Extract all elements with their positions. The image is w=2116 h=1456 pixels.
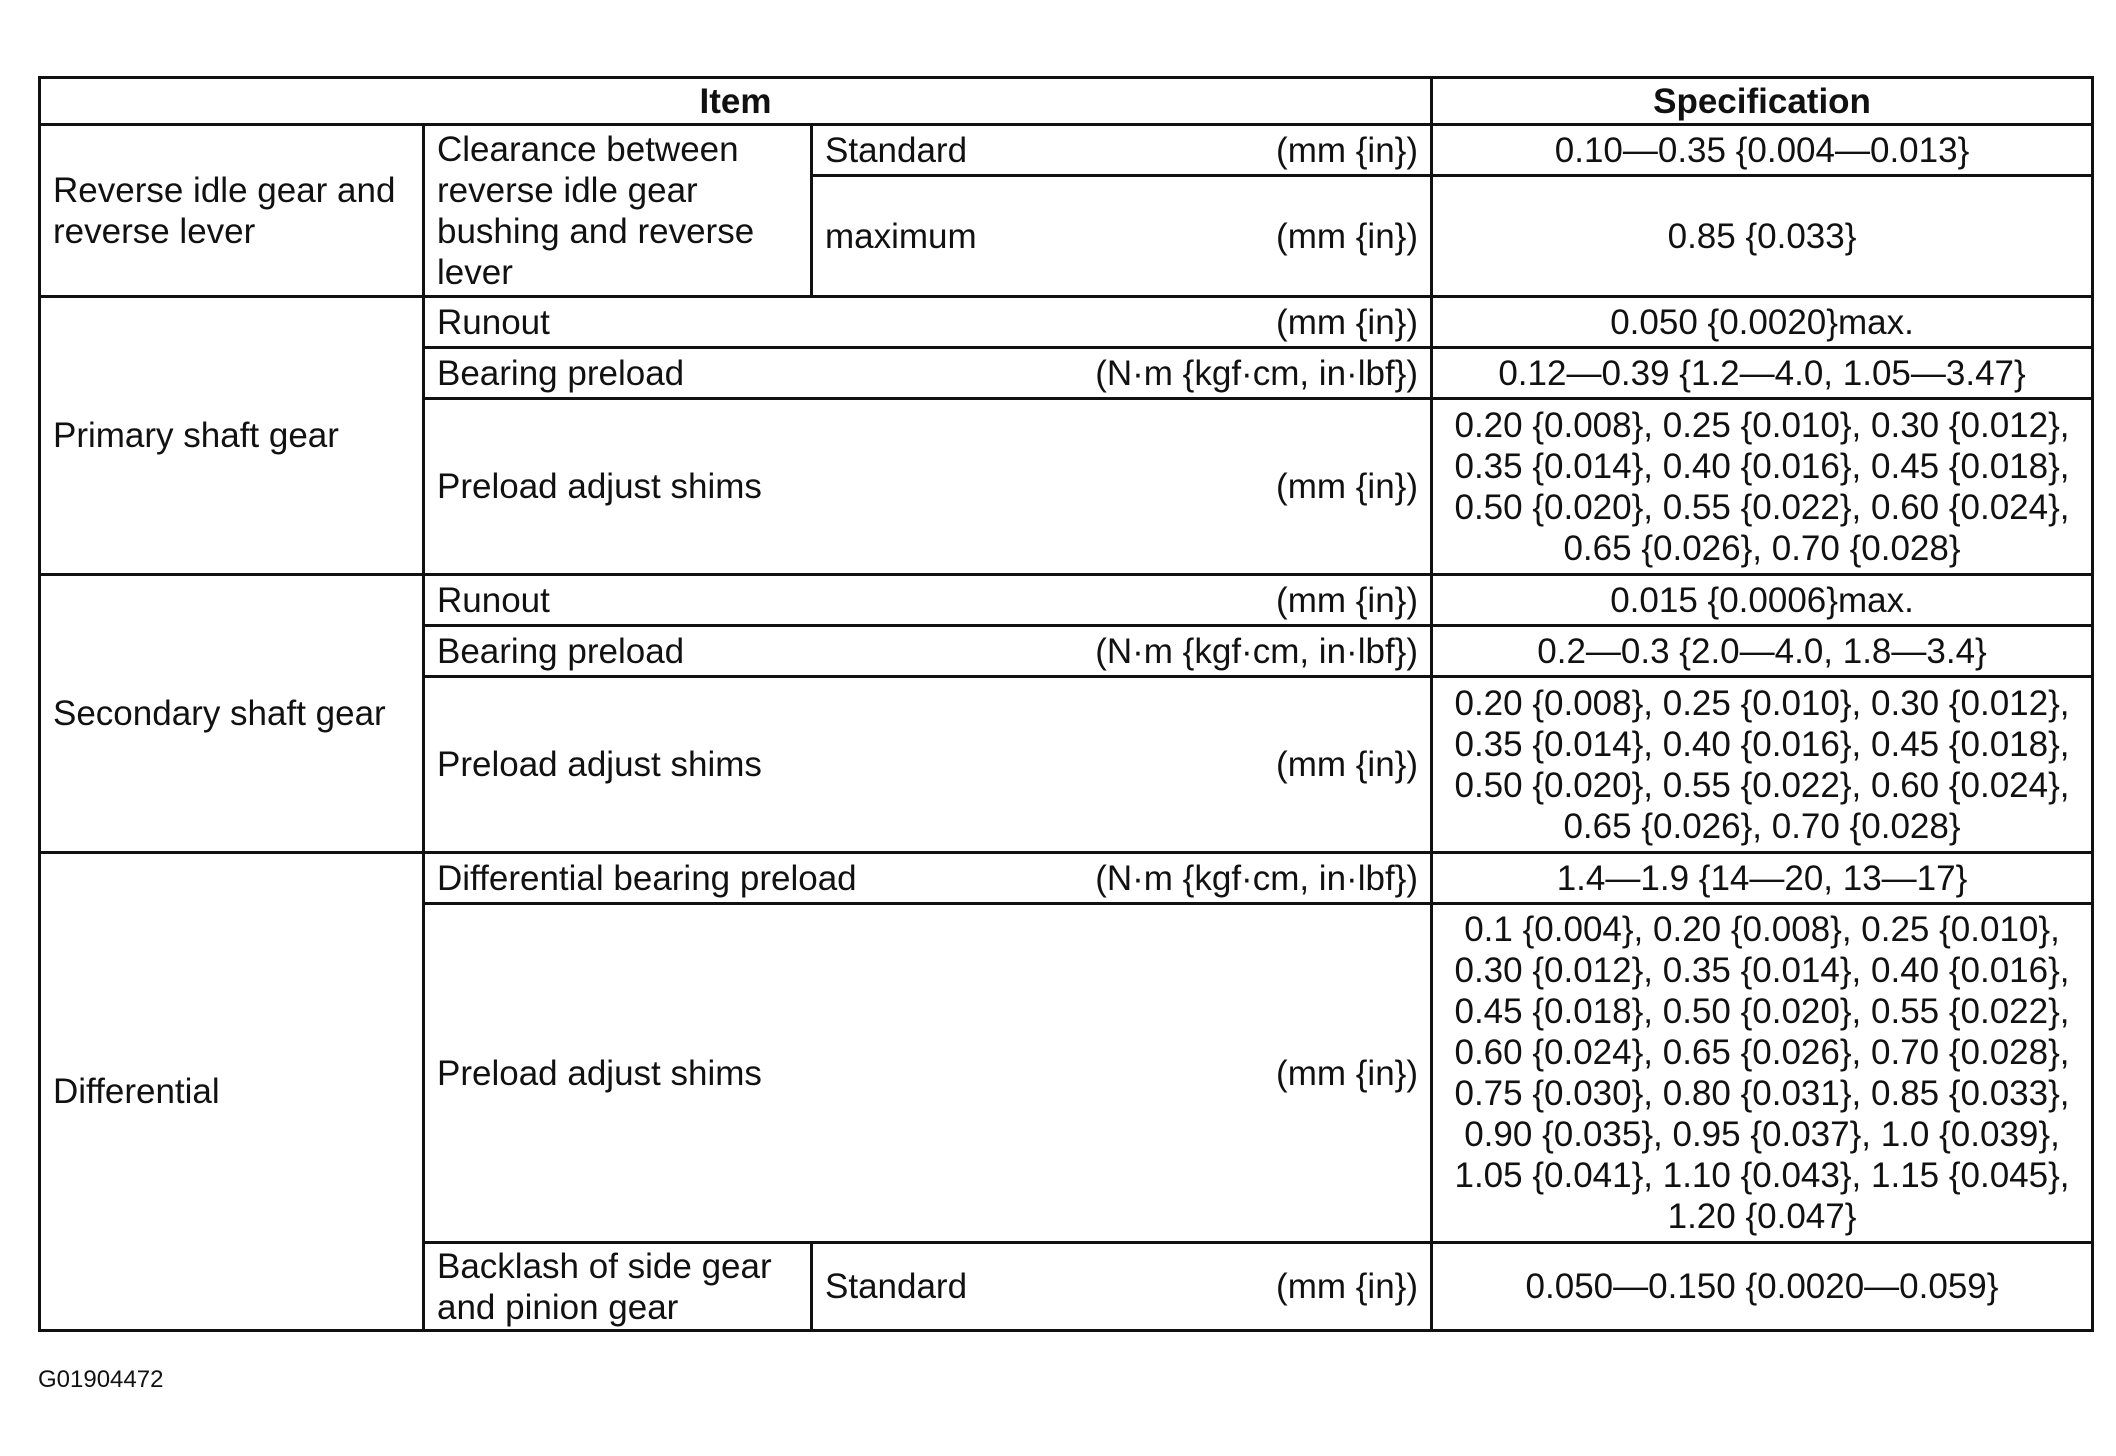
unit-label: (N·m {kgf·cm, in·lbf}) [1095,858,1419,898]
secondary-bearing-preload-item [424,626,1432,677]
spec-line: 0.65 {0.026}, 0.70 {0.028} [1563,806,1961,846]
spec-line: 0.75 {0.030}, 0.80 {0.031}, 0.85 {0.033}, [1454,1074,2070,1113]
spec-line: 0.30 {0.012}, 0.35 {0.014}, 0.40 {0.016}, [1454,951,2070,990]
table-row [40,297,2093,348]
item-label: Runout [437,302,550,342]
spec-line: 0.50 {0.020}, 0.55 {0.022}, 0.60 {0.024}, [1454,487,2070,527]
spec-value: 0.050 {0.0020}max. [1432,297,2093,348]
spec-line: 0.1 {0.004}, 0.20 {0.008}, 0.25 {0.010}, [1464,910,2060,949]
item-header: Item [40,78,1432,125]
figure-id: G01904472 [38,1366,164,1393]
differential-bearing-preload-item [424,853,1432,904]
sub-label: maximum [825,216,977,256]
spec-line: 0.60 {0.024}, 0.65 {0.026}, 0.70 {0.028}, [1454,1033,2070,1072]
unit-label: (mm {in}) [1276,467,1419,506]
sub-label: Standard [825,130,968,170]
secondary-runout-item [424,575,1432,626]
spec-line: 1.20 {0.047} [1667,1197,1857,1236]
spec-value: 0.10—0.35 {0.004—0.013} [1432,125,2093,176]
item-label: Differential bearing preload [437,858,857,898]
unit-label: (N·m {kgf·cm, in·lbf}) [1095,631,1419,671]
header-row [40,78,2093,125]
item-label: Bearing preload [437,631,685,671]
spec-value: 0.050—0.150 {0.0020—0.059} [1432,1243,2093,1331]
backlash-standard-item [812,1243,1432,1331]
group-secondary-shaft-gear: Secondary shaft gear [40,575,424,853]
sub-label: Standard [825,1267,968,1306]
item-label: Preload adjust shims [437,745,762,784]
group-primary-shaft-gear: Primary shaft gear [40,297,424,575]
clearance-label: Clearance between reverse idle gear bushing and reverse lever [424,125,812,297]
differential-preload-shims-item [424,904,1432,1243]
spec-value: 0.12—0.39 {1.2—4.0, 1.05—3.47} [1432,348,2093,399]
unit-label: (mm {in}) [1276,580,1419,620]
spec-line: 0.45 {0.018}, 0.50 {0.020}, 0.55 {0.022}, [1454,992,2070,1031]
spec-line: 0.35 {0.014}, 0.40 {0.016}, 0.45 {0.018}, [1454,446,2070,486]
spec-line: 1.05 {0.041}, 1.10 {0.043}, 1.15 {0.045}, [1454,1156,2070,1195]
unit-label: (mm {in}) [1276,130,1419,170]
group-reverse-idle-gear: Reverse idle gear and reverse lever [40,125,424,297]
unit-label: (mm {in}) [1276,745,1419,784]
spec-value: 0.015 {0.0006}max. [1432,575,2093,626]
unit-label: (mm {in}) [1276,216,1419,256]
unit-label: (N·m {kgf·cm, in·lbf}) [1095,353,1419,393]
reverse-standard-item [812,125,1432,176]
secondary-preload-shims-item [424,677,1432,853]
specification-table [38,76,2094,1332]
table-row [40,853,2093,904]
spec-line: 0.20 {0.008}, 0.25 {0.010}, 0.30 {0.012}, [1454,683,2070,723]
spec-value: 1.4—1.9 {14—20, 13—17} [1432,853,2093,904]
primary-preload-shims-item [424,399,1432,575]
group-differential: Differential [40,853,424,1331]
primary-bearing-preload-item [424,348,1432,399]
unit-label: (mm {in}) [1276,302,1419,342]
specification-header: Specification [1432,78,2093,125]
primary-runout-item [424,297,1432,348]
table-row [40,125,2093,176]
item-label: Preload adjust shims [437,467,762,506]
spec-value [1432,904,2093,1243]
item-label: Runout [437,580,550,620]
item-label: Bearing preload [437,353,685,393]
spec-value [1432,677,2093,853]
unit-label: (mm {in}) [1276,1053,1419,1093]
spec-line: 0.65 {0.026}, 0.70 {0.028} [1563,528,1961,568]
backlash-label: Backlash of side gear and pinion gear [424,1243,812,1331]
reverse-maximum-item [812,176,1432,297]
spec-line: 0.20 {0.008}, 0.25 {0.010}, 0.30 {0.012}, [1454,405,2070,445]
spec-line: 0.35 {0.014}, 0.40 {0.016}, 0.45 {0.018}, [1454,724,2070,764]
item-label: Preload adjust shims [437,1053,762,1093]
spec-line: 0.90 {0.035}, 0.95 {0.037}, 1.0 {0.039}, [1464,1115,2060,1154]
spec-value [1432,399,2093,575]
table-row [40,575,2093,626]
spec-value: 0.85 {0.033} [1432,176,2093,297]
spec-line: 0.50 {0.020}, 0.55 {0.022}, 0.60 {0.024}, [1454,765,2070,805]
spec-value: 0.2—0.3 {2.0—4.0, 1.8—3.4} [1432,626,2093,677]
unit-label: (mm {in}) [1276,1267,1419,1306]
